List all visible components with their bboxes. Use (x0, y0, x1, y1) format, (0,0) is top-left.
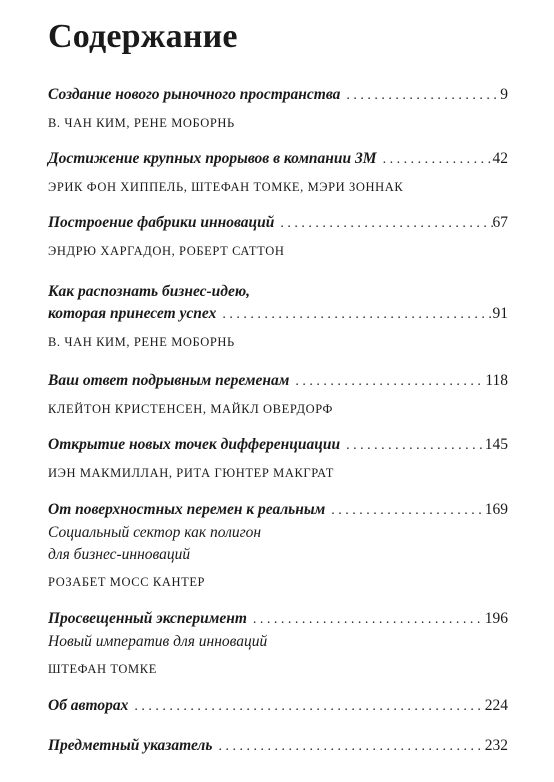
toc-entry-title: Построение фабрики инноваций (48, 214, 275, 231)
toc-entry-line[interactable] (48, 148, 508, 171)
leader-dots (128, 696, 484, 718)
toc-entry (48, 281, 508, 350)
toc-page-number: 224 (484, 697, 508, 714)
toc-page-number: 232 (484, 737, 508, 754)
leader-dots (216, 304, 492, 326)
toc-entry-title: От поверхностных перемен к реальным (48, 501, 326, 518)
toc-entry-title: Ваш ответ подрывным переменам (48, 372, 290, 389)
toc-entry-line[interactable] (48, 434, 508, 457)
leader-dots (289, 371, 485, 393)
toc-page-number: 42 (492, 150, 508, 167)
leader-dots (340, 435, 485, 457)
toc-entry-title: которая принесет успех (48, 305, 217, 322)
toc-entry-title: Предметный указатель (48, 737, 213, 754)
toc-entry-title-first-line[interactable]: Как распознать бизнес-идею, (48, 283, 251, 300)
toc-entry-title: Достижение крупных прорывов в компании 3М (48, 150, 377, 167)
toc-entry-title: Открытие новых точек дифференциации (48, 436, 341, 453)
toc-entry-line[interactable] (48, 695, 508, 718)
leader-dots (274, 213, 492, 235)
toc-page-number: 169 (484, 501, 508, 518)
toc-entry-authors: ШТЕФАН ТОМКЕ (48, 662, 157, 676)
toc-page-number: 145 (484, 436, 508, 453)
toc-entry (48, 434, 508, 481)
toc-entry (48, 735, 508, 758)
toc-entry-title: Создание нового рыночного пространства (48, 86, 341, 103)
toc-entry-subtitle: Новый императив для инноваций (48, 633, 268, 650)
leader-dots (247, 609, 485, 631)
toc-entry-line[interactable] (48, 84, 508, 107)
toc-entry-authors: В. ЧАН КИМ, РЕНЕ МОБОРНЬ (48, 335, 235, 349)
toc-entry (48, 608, 508, 677)
toc-entry-line[interactable] (48, 303, 508, 326)
toc-entry-line[interactable] (48, 735, 508, 758)
toc-entry (48, 148, 508, 195)
toc-entry-subtitle: для бизнес-инноваций (48, 546, 191, 563)
toc-entry-subtitle: Социальный сектор как полигон (48, 524, 262, 541)
toc-entry-line[interactable] (48, 212, 508, 235)
toc-entry-authors: ЭРИК ФОН ХИППЕЛЬ, ШТЕФАН ТОМКЕ, МЭРИ ЗОННАК (48, 180, 404, 194)
toc-entry (48, 212, 508, 259)
leader-dots (212, 736, 484, 758)
toc-page-number: 67 (492, 214, 508, 231)
toc-entry-title: Просвещенный эксперимент (48, 610, 247, 627)
leader-dots (340, 85, 500, 107)
toc-entry-authors: В. ЧАН КИМ, РЕНЕ МОБОРНЬ (48, 116, 235, 130)
leader-dots (325, 500, 485, 522)
toc-entry (48, 84, 508, 131)
page-title: Содержание (48, 18, 238, 55)
toc-entry-line[interactable] (48, 370, 508, 393)
toc-entry-authors: РОЗАБЕТ МОСС КАНТЕР (48, 575, 206, 589)
toc-page-number: 91 (492, 305, 508, 322)
toc-entry (48, 695, 508, 718)
toc-entry (48, 499, 508, 590)
toc-entry-authors: ИЭН МАКМИЛЛАН, РИТА ГЮНТЕР МАКГРАТ (48, 466, 334, 480)
toc-entry (48, 370, 508, 417)
toc-page-number: 9 (500, 86, 508, 103)
toc-entry-line[interactable] (48, 499, 508, 522)
leader-dots (377, 149, 493, 171)
toc-entry-authors: КЛЕЙТОН КРИСТЕНСЕН, МАЙКЛ ОВЕРДОРФ (48, 402, 334, 416)
toc-entry-authors: ЭНДРЮ ХАРГАДОН, РОБЕРТ САТТОН (48, 244, 285, 258)
toc-entry-line[interactable] (48, 608, 508, 631)
toc-entry-title: Об авторах (48, 697, 129, 714)
toc-page-number: 196 (484, 610, 508, 627)
toc-page-number: 118 (485, 372, 508, 389)
